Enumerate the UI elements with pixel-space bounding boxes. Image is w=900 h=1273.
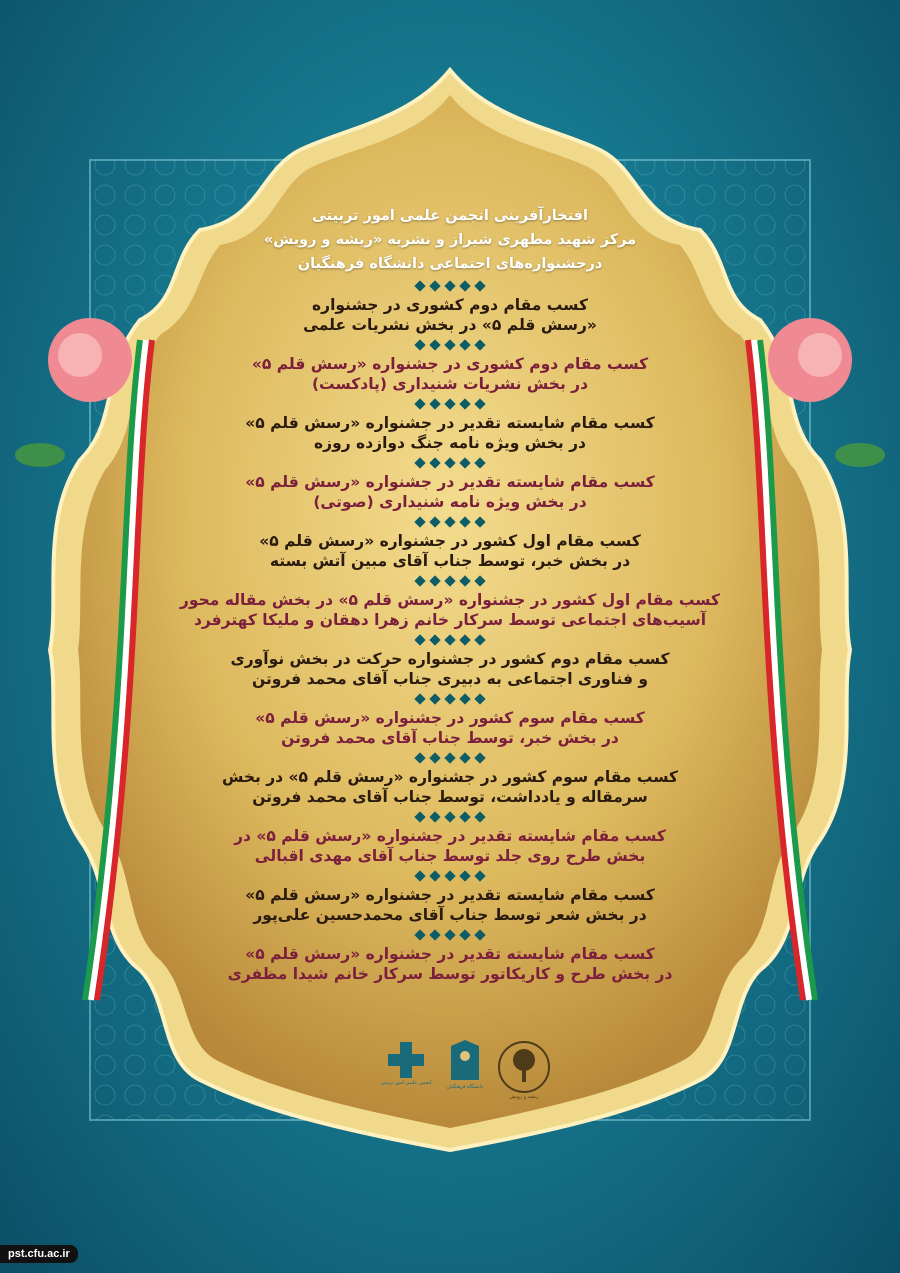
achievement-line-1: کسب مقام شایسته تقدیر در جشنواره «رسش قلم ۵» در: [234, 827, 666, 845]
diamond-icon: [459, 339, 470, 350]
diamond-icon: [429, 575, 440, 586]
achievement-line-2: «رسش قلم ۵» در بخش نشریات علمی: [303, 316, 597, 334]
tree-icon: [497, 1040, 551, 1094]
diamond-icon: [459, 280, 470, 291]
achievement-line-1: کسب مقام شایسته تقدیر در جشنواره «رسش قلم ۵»: [245, 414, 655, 432]
university-logo: [439, 1040, 491, 1100]
diamond-icon: [414, 457, 425, 468]
achievement-line-2: در بخش ویژه نامه جنگ دوازده روزه: [314, 434, 586, 452]
diamond-icon: [444, 752, 455, 763]
diamond-icon: [414, 339, 425, 350]
diamond-icon: [459, 398, 470, 409]
diamond-icon: [429, 811, 440, 822]
diamond-divider: [413, 752, 487, 764]
diamond-divider: [413, 575, 487, 587]
header-line: مرکز شهید مطهری شیراز و نشریه «ریشه و رویش»: [263, 232, 637, 248]
diamond-divider: [413, 634, 487, 646]
achievement-line-2: بخش طرح روی جلد توسط جناب آقای مهدی اقبالی: [254, 847, 646, 865]
diamond-icon: [429, 398, 440, 409]
achievement-line-1: کسب مقام شایسته تقدیر در جشنواره «رسش قلم ۵»: [245, 945, 655, 963]
achievement-line-1: کسب مقام شایسته تقدیر در جشنواره «رسش قلم ۵»: [245, 886, 655, 904]
achievement-line-2: در بخش ویژه نامه شنیداری (صوتی): [313, 493, 587, 511]
achievement-line-2: در بخش شعر توسط جناب آقای محمدحسین علی‌پور: [253, 906, 647, 924]
diamond-icon: [444, 339, 455, 350]
diamond-icon: [474, 634, 485, 645]
achievement-line-2: آسیب‌های اجتماعی توسط سرکار خانم زهرا دهقان و ملیکا کهترفرد: [193, 611, 707, 629]
diamond-icon: [414, 634, 425, 645]
poster-content: [179, 204, 721, 984]
achievement-line-1: کسب مقام اول کشور در جشنواره «رسش قلم ۵»: [259, 532, 641, 550]
diamond-icon: [444, 398, 455, 409]
diamond-divider: [413, 870, 487, 882]
header-line: افتخارآفرینی انجمن علمی امور تربیتی: [312, 208, 588, 224]
diamond-icon: [444, 280, 455, 291]
diamond-icon: [429, 339, 440, 350]
diamond-icon: [474, 280, 485, 291]
diamond-divider: [413, 339, 487, 351]
diamond-icon: [474, 575, 485, 586]
diamond-icon: [429, 516, 440, 527]
diamond-icon: [414, 575, 425, 586]
diamond-icon: [474, 752, 485, 763]
achievement-line-1: کسب مقام دوم کشور در جشنواره حرکت در بخش نوآوری: [230, 650, 670, 668]
diamond-icon: [429, 457, 440, 468]
diamond-icon: [459, 870, 470, 881]
diamond-divider: [413, 693, 487, 705]
diamond-icon: [414, 929, 425, 940]
diamond-icon: [414, 870, 425, 881]
diamond-icon: [429, 929, 440, 940]
diamond-icon: [459, 929, 470, 940]
achievement-line-2: در بخش خبر، توسط جناب آقای محمد فروتن: [281, 729, 619, 747]
diamond-divider: [413, 398, 487, 410]
logos-row: [380, 1040, 550, 1110]
achievement-line-1: کسب مقام شایسته تقدیر در جشنواره «رسش قلم ۵»: [245, 473, 655, 491]
diamond-icon: [414, 280, 425, 291]
diamond-icon: [414, 516, 425, 527]
university-shield-icon: [445, 1040, 485, 1084]
achievement-line-2: و فناوری اجتماعی به دبیری جناب آقای محمد فروتن: [252, 670, 649, 688]
achievement-line-2: سرمقاله و یادداشت، توسط جناب آقای محمد فروتن: [252, 788, 648, 806]
diamond-icon: [444, 870, 455, 881]
achievement-line-1: کسب مقام اول کشور در جشنواره «رسش قلم ۵» در بخش مقاله محور: [179, 591, 721, 609]
diamond-icon: [414, 398, 425, 409]
diamond-icon: [474, 398, 485, 409]
diamond-divider: [413, 516, 487, 528]
tree-logo-caption: ریشه و رویش: [509, 1094, 539, 1100]
diamond-icon: [444, 457, 455, 468]
cross-logo-caption: انجمن علمی امور تربیتی: [380, 1080, 432, 1086]
diamond-divider: [413, 280, 487, 292]
achievement-line-1: کسب مقام سوم کشور در جشنواره «رسش قلم ۵» در بخش: [221, 768, 679, 786]
achievement-line-1: کسب مقام دوم کشوری در جشنواره: [312, 296, 588, 314]
university-logo-caption: دانشگاه فرهنگیان: [446, 1084, 484, 1090]
watermark: pst.cfu.ac.ir: [0, 1245, 78, 1263]
achievement-line-2: در بخش خبر، توسط جناب آقای مبین آتش بسته: [269, 552, 631, 570]
diamond-divider: [413, 929, 487, 941]
diamond-icon: [429, 280, 440, 291]
cross-logo: [380, 1040, 432, 1100]
diamond-icon: [474, 339, 485, 350]
diamond-icon: [459, 516, 470, 527]
achievement-line-2: در بخش طرح و کاریکاتور توسط سرکار خانم شیدا مظفری: [227, 965, 673, 983]
diamond-icon: [414, 693, 425, 704]
achievement-line-2: در بخش نشریات شنیداری (پادکست): [311, 375, 589, 393]
diamond-icon: [414, 811, 425, 822]
diamond-icon: [459, 811, 470, 822]
diamond-icon: [459, 634, 470, 645]
diamond-icon: [474, 870, 485, 881]
diamond-icon: [474, 457, 485, 468]
diamond-icon: [474, 516, 485, 527]
achievement-line-1: کسب مقام سوم کشور در جشنواره «رسش قلم ۵»: [255, 709, 645, 727]
diamond-icon: [474, 693, 485, 704]
diamond-icon: [429, 693, 440, 704]
diamond-icon: [444, 516, 455, 527]
diamond-divider: [413, 457, 487, 469]
cross-icon: [386, 1040, 426, 1080]
tree-logo: [498, 1040, 550, 1100]
diamond-icon: [429, 634, 440, 645]
diamond-icon: [444, 929, 455, 940]
diamond-icon: [459, 575, 470, 586]
diamond-divider: [413, 811, 487, 823]
diamond-icon: [429, 752, 440, 763]
diamond-icon: [414, 752, 425, 763]
diamond-icon: [459, 457, 470, 468]
diamond-icon: [459, 693, 470, 704]
diamond-icon: [474, 811, 485, 822]
diamond-icon: [474, 929, 485, 940]
diamond-icon: [429, 870, 440, 881]
diamond-icon: [459, 752, 470, 763]
diamond-icon: [444, 575, 455, 586]
diamond-icon: [444, 693, 455, 704]
achievement-line-1: کسب مقام دوم کشوری در جشنواره «رسش قلم ۵»: [251, 355, 649, 373]
diamond-icon: [444, 634, 455, 645]
header-line: درجشنواره‌های اجتماعی دانشگاه فرهنگیان: [297, 256, 603, 272]
diamond-icon: [444, 811, 455, 822]
